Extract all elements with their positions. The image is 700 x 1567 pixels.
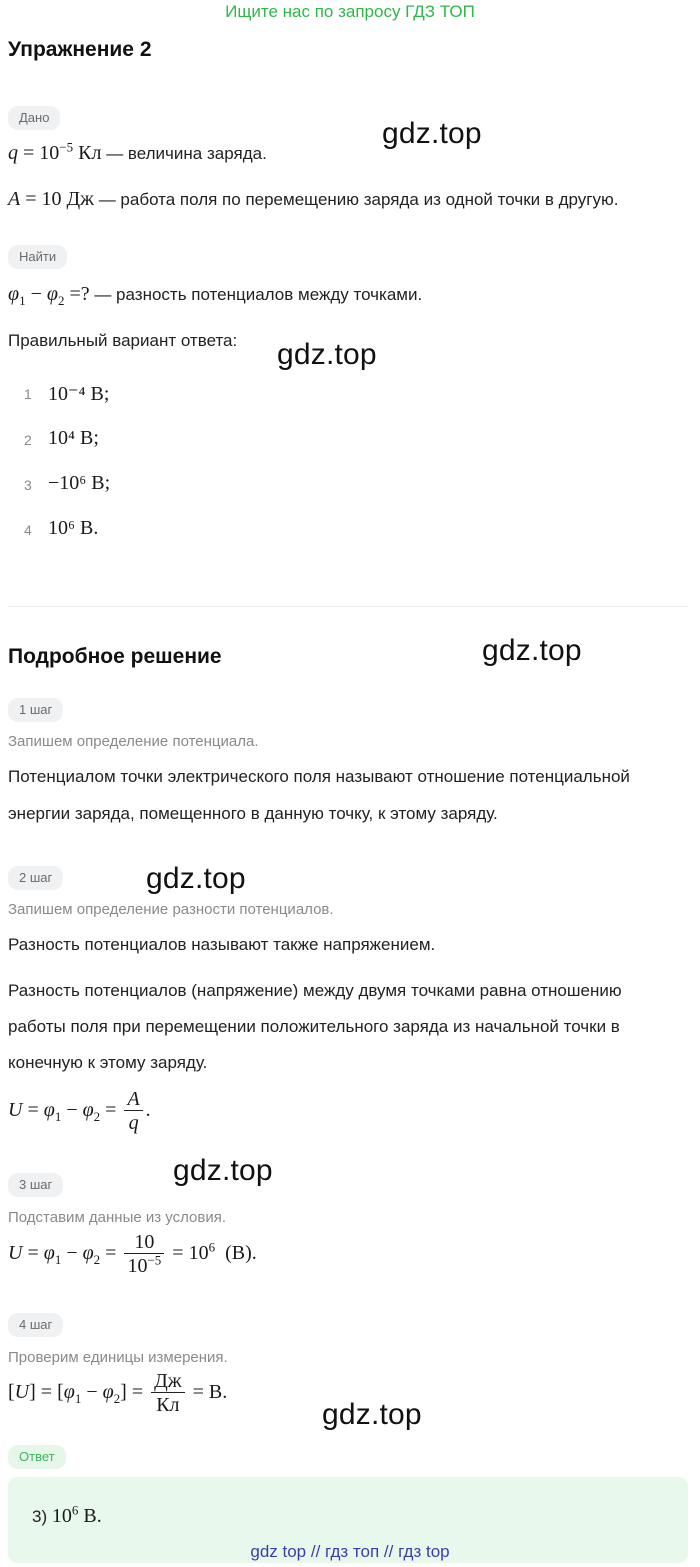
step-text: Потенциалом точки электрического поля называют отношение потенциальной <box>8 767 630 786</box>
footer-links <box>0 1542 700 1562</box>
answer-prompt: Правильный вариант ответа: <box>8 331 238 350</box>
given-work-text: — работа поля по перемещению заряда из одной точки в другую. <box>98 190 619 209</box>
footer-separator: // <box>383 1542 394 1561</box>
watermark: gdz.top <box>382 117 482 150</box>
potential-difference-formula: $\varphi_1 - \varphi_2$ =? <box>8 283 90 308</box>
watermark: gdz.top <box>322 1398 422 1431</box>
given-charge-text: — величина заряда. <box>106 144 267 163</box>
option-value[interactable]: −10⁶ В; <box>48 472 111 494</box>
search-hint-link[interactable]: Ищите нас по запросу ГДЗ ТОП <box>225 2 475 21</box>
step-hint: Проверим единицы измерения. <box>8 1349 228 1366</box>
step-badge: 3 шаг <box>8 1173 63 1197</box>
charge-formula: $q = 10^{-5}$ Кл <box>8 139 102 164</box>
watermark: gdz.top <box>173 1154 273 1187</box>
footer-link[interactable]: гдз топ <box>325 1542 380 1561</box>
formula-units: $[U] = [\varphi_1 - \varphi_2]$ = $\frac{Дж}{Кл}$ = В. <box>8 1370 228 1416</box>
answer-badge: Ответ <box>8 1445 66 1469</box>
option-number: 3 <box>24 477 32 493</box>
step-text: работы поля при перемещении положительного заряда из начальной точки в <box>8 1017 620 1036</box>
step-hint: Запишем определение потенциала. <box>8 733 259 750</box>
step-text: Разность потенциалов называют также напряжением. <box>8 935 436 954</box>
given-charge-line <box>8 139 267 165</box>
step-badge: 4 шаг <box>8 1313 63 1337</box>
option-value[interactable]: 10⁴ В; <box>48 427 99 449</box>
watermark: gdz.top <box>277 338 377 371</box>
watermark: gdz.top <box>146 862 246 895</box>
divider <box>8 606 688 607</box>
work-formula: A = 10 Дж <box>8 188 94 210</box>
step-text: Разность потенциалов (напряжение) между двумя точками равна отношению <box>8 981 622 1000</box>
solution-title: Подробное решение <box>8 645 222 668</box>
step-text: конечную к этому заряду. <box>8 1053 208 1072</box>
formula-substitution: $U = \varphi_1 - \varphi_2$ = $\frac{10}{10^{-5}}$ = $10^6$ (В). <box>8 1231 257 1277</box>
option-number: 1 <box>24 386 32 402</box>
option-number: 2 <box>24 432 32 448</box>
step-hint: Запишем определение разности потенциалов. <box>8 901 334 918</box>
answer-prefix: 3) <box>32 1507 48 1526</box>
answer-line <box>32 1502 102 1528</box>
find-text: — разность потенциалов между точками. <box>94 285 423 304</box>
watermark: gdz.top <box>482 634 582 667</box>
formula-voltage: $U = \varphi_1 - \varphi_2$ = $\frac{A}{q}$ . <box>8 1088 151 1134</box>
step-badge: 2 шаг <box>8 866 63 890</box>
page-title: Упражнение 2 <box>8 38 152 61</box>
step-badge: 1 шаг <box>8 698 63 722</box>
given-badge: Дано <box>8 106 60 130</box>
step-text: энергии заряда, помещенного в данную точку, к этому заряду. <box>8 804 498 823</box>
footer-link[interactable]: гдз top <box>398 1542 450 1561</box>
option-value[interactable]: 10⁶ В. <box>48 517 99 539</box>
answer-value: $10^6$ В. <box>51 1502 102 1527</box>
step-hint: Подставим данные из условия. <box>8 1209 227 1226</box>
option-number: 4 <box>24 522 32 538</box>
find-badge: Найти <box>8 245 67 269</box>
option-value[interactable]: 10⁻⁴ В; <box>48 383 110 405</box>
find-line <box>8 283 422 306</box>
footer-separator: // <box>310 1542 321 1561</box>
given-work-line <box>8 188 618 211</box>
footer-link[interactable]: gdz top <box>250 1542 307 1561</box>
